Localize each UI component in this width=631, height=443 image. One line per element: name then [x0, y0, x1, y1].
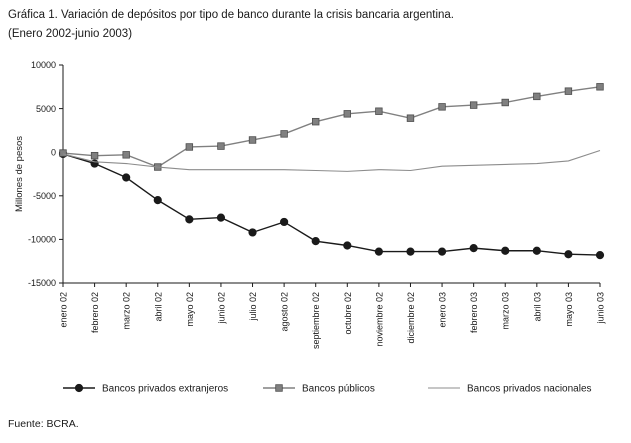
series-marker	[123, 174, 130, 181]
x-tick-label: enero 03	[437, 292, 448, 328]
series-marker	[154, 197, 161, 204]
series-line	[63, 87, 600, 167]
series-marker	[407, 115, 414, 122]
chart-plot-area	[0, 55, 631, 410]
legend-label: Bancos privados extranjeros	[102, 383, 229, 395]
series-marker	[91, 152, 98, 159]
chart-title-line-1: Gráfica 1. Variación de depósitos por tipo de banco durante la crisis bancaria argentina.	[8, 9, 454, 21]
x-tick-label: julio 02	[248, 292, 259, 321]
chart-legend	[63, 384, 592, 395]
x-tick-label: diciembre 02	[405, 292, 416, 344]
series-marker	[376, 108, 383, 115]
x-tick-label: junio 03	[595, 292, 606, 324]
series-line	[63, 154, 600, 255]
series-marker	[470, 245, 477, 252]
series-marker	[249, 137, 256, 144]
x-tick-label: abril 03	[532, 292, 543, 322]
x-tick-label: junio 02	[216, 292, 227, 324]
series-marker	[217, 214, 224, 221]
legend-marker	[276, 385, 283, 392]
chart-source: Fuente: BCRA.	[8, 418, 79, 430]
series-marker	[407, 248, 414, 255]
x-tick-label: octubre 02	[342, 292, 353, 335]
y-tick-label: -5000	[32, 191, 56, 201]
series-marker	[249, 229, 256, 236]
y-tick-label: 10000	[30, 60, 56, 71]
legend-label: Bancos privados nacionales	[467, 383, 592, 395]
series-1	[59, 150, 603, 258]
series-marker	[281, 131, 288, 138]
y-axis-label: Millones de pesos	[14, 135, 25, 213]
series-marker	[565, 88, 572, 95]
chart-axes	[14, 60, 606, 349]
chart-title	[8, 6, 623, 44]
series-marker	[344, 242, 351, 249]
y-tick-label: 0	[50, 147, 56, 158]
series-marker	[60, 150, 67, 157]
x-tick-label: agosto 02	[279, 292, 290, 332]
series-marker	[218, 143, 225, 150]
x-tick-label: noviembre 02	[374, 292, 385, 347]
series-marker	[533, 247, 540, 254]
series-marker	[438, 248, 445, 255]
x-tick-label: enero 02	[58, 292, 69, 328]
series-marker	[312, 238, 319, 245]
series-marker	[534, 93, 541, 100]
y-tick-label: 5000	[35, 103, 56, 114]
series-marker	[344, 111, 351, 118]
legend-item-1	[63, 384, 228, 395]
series-marker	[502, 99, 509, 106]
legend-label: Bancos públicos	[302, 383, 375, 395]
y-tick-label: -15000	[27, 278, 56, 289]
x-tick-label: mayo 02	[184, 292, 195, 327]
chart-series	[59, 84, 603, 259]
legend-item-2	[263, 384, 375, 395]
series-marker	[596, 252, 603, 259]
legend-marker	[75, 384, 82, 391]
x-tick-label: marzo 03	[500, 292, 511, 330]
y-tick-label: -10000	[27, 234, 56, 245]
x-tick-label: abril 02	[153, 292, 164, 322]
series-marker	[375, 248, 382, 255]
series-marker	[123, 152, 130, 159]
series-marker	[186, 144, 193, 151]
x-tick-label: febrero 02	[90, 292, 101, 334]
x-tick-label: septiembre 02	[311, 292, 322, 350]
series-marker	[565, 251, 572, 258]
series-marker	[470, 102, 477, 109]
series-marker	[186, 216, 193, 223]
series-marker	[312, 118, 319, 125]
series-2	[60, 84, 604, 171]
chart-title-line-2: (Enero 2002-junio 2003)	[8, 28, 133, 40]
x-tick-label: marzo 02	[121, 292, 132, 330]
series-marker	[439, 104, 446, 111]
x-tick-label: mayo 03	[563, 292, 574, 327]
x-tick-label: febrero 03	[469, 292, 480, 334]
series-marker	[281, 218, 288, 225]
series-marker	[502, 247, 509, 254]
legend-item-3	[428, 384, 592, 395]
chart-svg	[0, 55, 631, 410]
series-marker	[597, 84, 604, 91]
